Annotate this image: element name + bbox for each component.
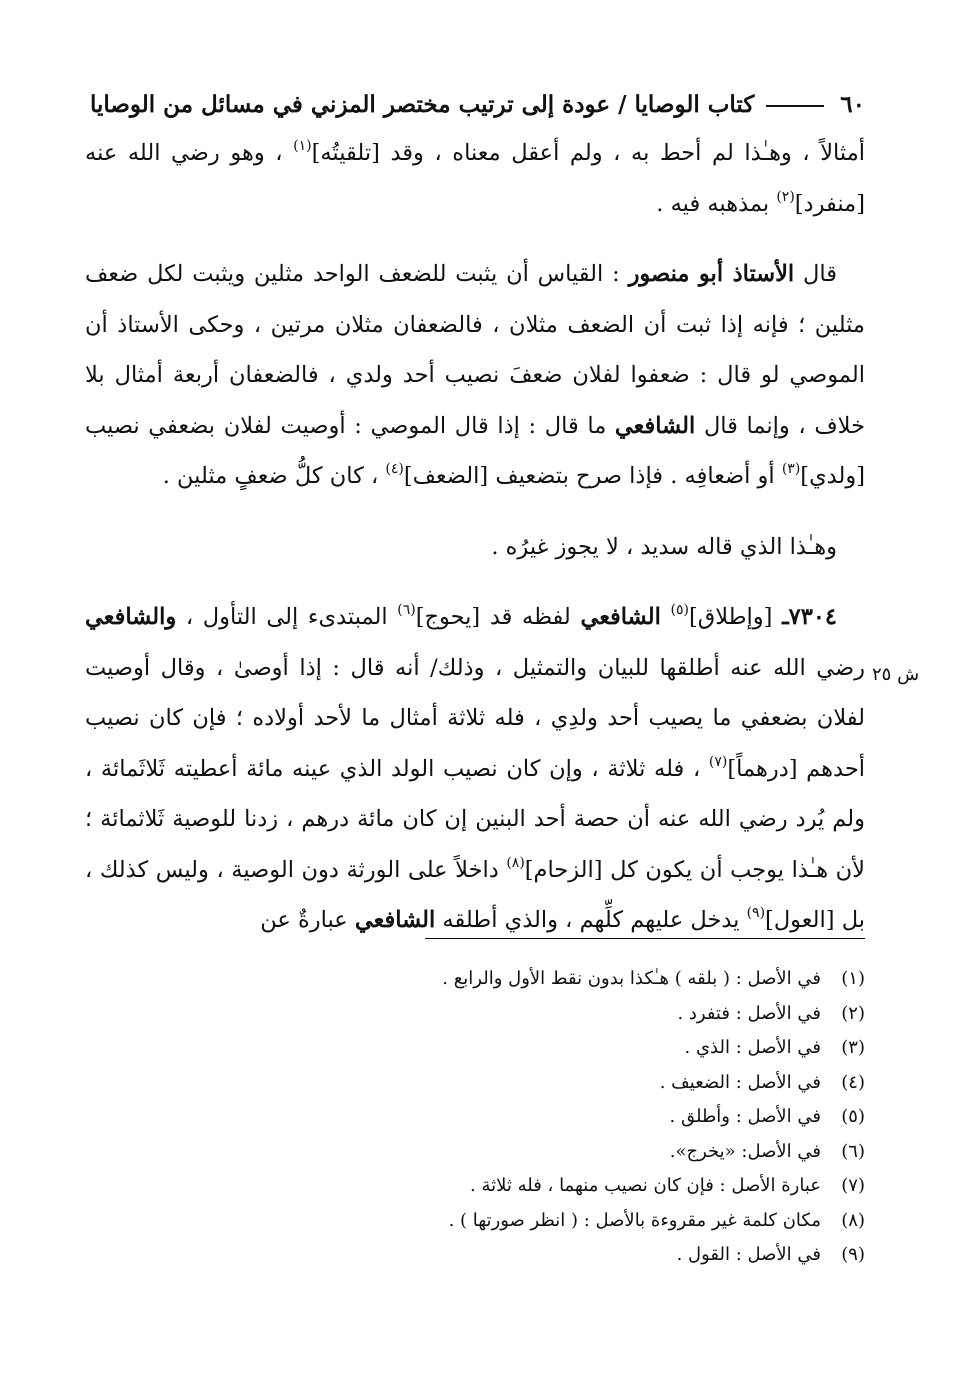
footnote-text: في الأصل : القول . xyxy=(676,1244,821,1265)
footnote xyxy=(85,1066,865,1101)
footnote-separator xyxy=(425,938,865,939)
page-header xyxy=(85,84,865,124)
text-run: داخلاً على الورثة دون الوصية ، وليس كذلك ، بل [العول] xyxy=(85,856,865,933)
text-run: يدخل عليهم كلِّهم ، والذي أطلقه xyxy=(435,907,747,933)
footnote xyxy=(85,962,865,997)
footnote-number: (٥) xyxy=(841,1106,865,1127)
text-run: ، فله ثلاثة ، وإن كان نصيب الولد الذي عينه مائة أعطيته ثَلاثَمائة ، ولم يُرد رضي الله عنه أن حصة أحد البنين إن كان مائة درهم ، زدنا للوصية ثَلاثمائة ؛ لأن هـٰذا يوجب أن يكون كل [الزحام] xyxy=(85,755,866,883)
footnote-number: (٢) xyxy=(841,1002,865,1024)
footnote xyxy=(85,1100,865,1135)
text-run: ، كان كلُّ ضعفٍ مثلين . xyxy=(162,463,386,489)
bold-term: ٧٣٠٤ـ xyxy=(782,604,837,630)
footnote-number: (٣) xyxy=(841,1037,865,1058)
footnote-ref: (٧) xyxy=(708,753,728,770)
paragraph xyxy=(85,249,865,502)
bold-term: الشافعي xyxy=(354,907,436,933)
footnote-number: (٨) xyxy=(841,1209,865,1231)
footnote-text: في الأصل : الذي . xyxy=(684,1037,821,1058)
footnote-text: عبارة الأصل : فإن كان نصيب منهما ، فله ثلاثة . xyxy=(470,1175,821,1196)
text-run: المبتدىء إلى التأول ، xyxy=(176,604,398,630)
footnote-text: في الأصل : فتفرد . xyxy=(677,1002,821,1024)
footnote-number: (١) xyxy=(841,968,865,989)
text-run: ما قال : إذا قال الموصي : أوصيت لفلان بضعفي نصيب [ولدي] xyxy=(85,412,865,489)
footnote-text: في الأصل : الضعيف . xyxy=(659,1071,821,1093)
footnote-ref: (٢) xyxy=(776,188,795,205)
text-run: أمثالاً ، وهـٰذا لم أحط به ، ولم أعقل معناه ، وقد [تلقيتُه] xyxy=(311,140,865,166)
footnotes xyxy=(85,962,865,1273)
footnote-number: (٦) xyxy=(841,1140,865,1162)
text-run: وهـٰذا الذي قاله سديد ، لا يجوز غيرُه . xyxy=(491,533,837,560)
footnote-text: في الأصل : ( بلقه ) هـٰكذا بدون نقط الأول والرابع . xyxy=(442,968,821,989)
footnote-text: في الأصل: «يخرج». xyxy=(669,1140,821,1162)
running-title: كتاب الوصايا / عودة إلى ترتيب مختصر المزني في مسائل من الوصايا xyxy=(89,90,755,118)
footnote-ref: (٦) xyxy=(397,602,416,618)
footnote-text: في الأصل : وأطلق . xyxy=(669,1106,821,1127)
footnote-number: (٧) xyxy=(841,1175,865,1196)
footnote-ref: (٣) xyxy=(781,461,801,477)
paragraph xyxy=(85,592,865,946)
footnote xyxy=(85,1135,865,1170)
text-run: [وإطلاق] xyxy=(688,604,783,630)
footnote-text: مكان كلمة غير مقروءة بالأصل : ( انظر صورتها ) . xyxy=(448,1209,821,1231)
footnote-ref: (٥) xyxy=(670,602,689,618)
footnote-number: (٤) xyxy=(841,1071,865,1093)
text-run: ، وهو رضي الله عنه [منفرد] xyxy=(85,140,865,217)
paragraph xyxy=(85,522,865,573)
text-run: أو أضعافِه . فإذا صرح بتضعيف [الضعف] xyxy=(403,463,782,489)
text-run: : القياس أن يثبت للضعف الواحد مثلين ويثبت لكل ضعف مثلين ؛ فإنه إذا ثبت أن الضعف مثلان ، فالضعفان مثلان مرتين ، وحكى الأستاذ أن الموصي لو قال : ضعفوا لفلان ضعفَ نصيب أحد ولدي ، فالضعفان أربعة أمثال بلا خلاف ، وإنما قال xyxy=(85,261,865,439)
text-run: رضي الله عنه أطلقها للبيان والتمثيل ، وذلك/ أنه قال : إذا أوصىٰ ، وقال أوصيت لفلان بضعفي ما يصيب أحد ولدِي ، فله ثلاثة أمثال ما لأحد أولاده ؛ فإن كان نصيب أحدهم [درهماً] xyxy=(85,654,865,782)
footnote xyxy=(85,1238,865,1273)
margin-note: ش ٢٥ xyxy=(872,664,920,685)
text-run: بمذهبه فيه . xyxy=(656,190,777,217)
bold-term: الأستاذ أبو منصور xyxy=(628,261,795,287)
main-text xyxy=(85,128,865,946)
footnote xyxy=(85,1204,865,1239)
footnote-number: (٩) xyxy=(841,1244,865,1265)
footnote-ref: (٨) xyxy=(506,854,525,871)
bold-term: الشافعي xyxy=(614,412,696,439)
bold-term: والشافعي xyxy=(85,604,177,630)
footnote-ref: (٤) xyxy=(385,461,404,477)
text-run: لفظه قد [يحوج] xyxy=(415,604,581,630)
footnote-ref: (١) xyxy=(293,138,312,154)
text-run: قال xyxy=(794,261,838,287)
footnote xyxy=(85,1031,865,1066)
footnote xyxy=(85,1169,865,1204)
footnote-ref: (٩) xyxy=(746,905,766,921)
header-dash xyxy=(766,105,824,107)
text-run: عبارةٌ عن xyxy=(260,907,355,933)
bold-term: الشافعي xyxy=(580,604,661,630)
paragraph xyxy=(85,128,865,229)
page-number: ٦٠ xyxy=(840,90,865,118)
footnote xyxy=(85,997,865,1032)
